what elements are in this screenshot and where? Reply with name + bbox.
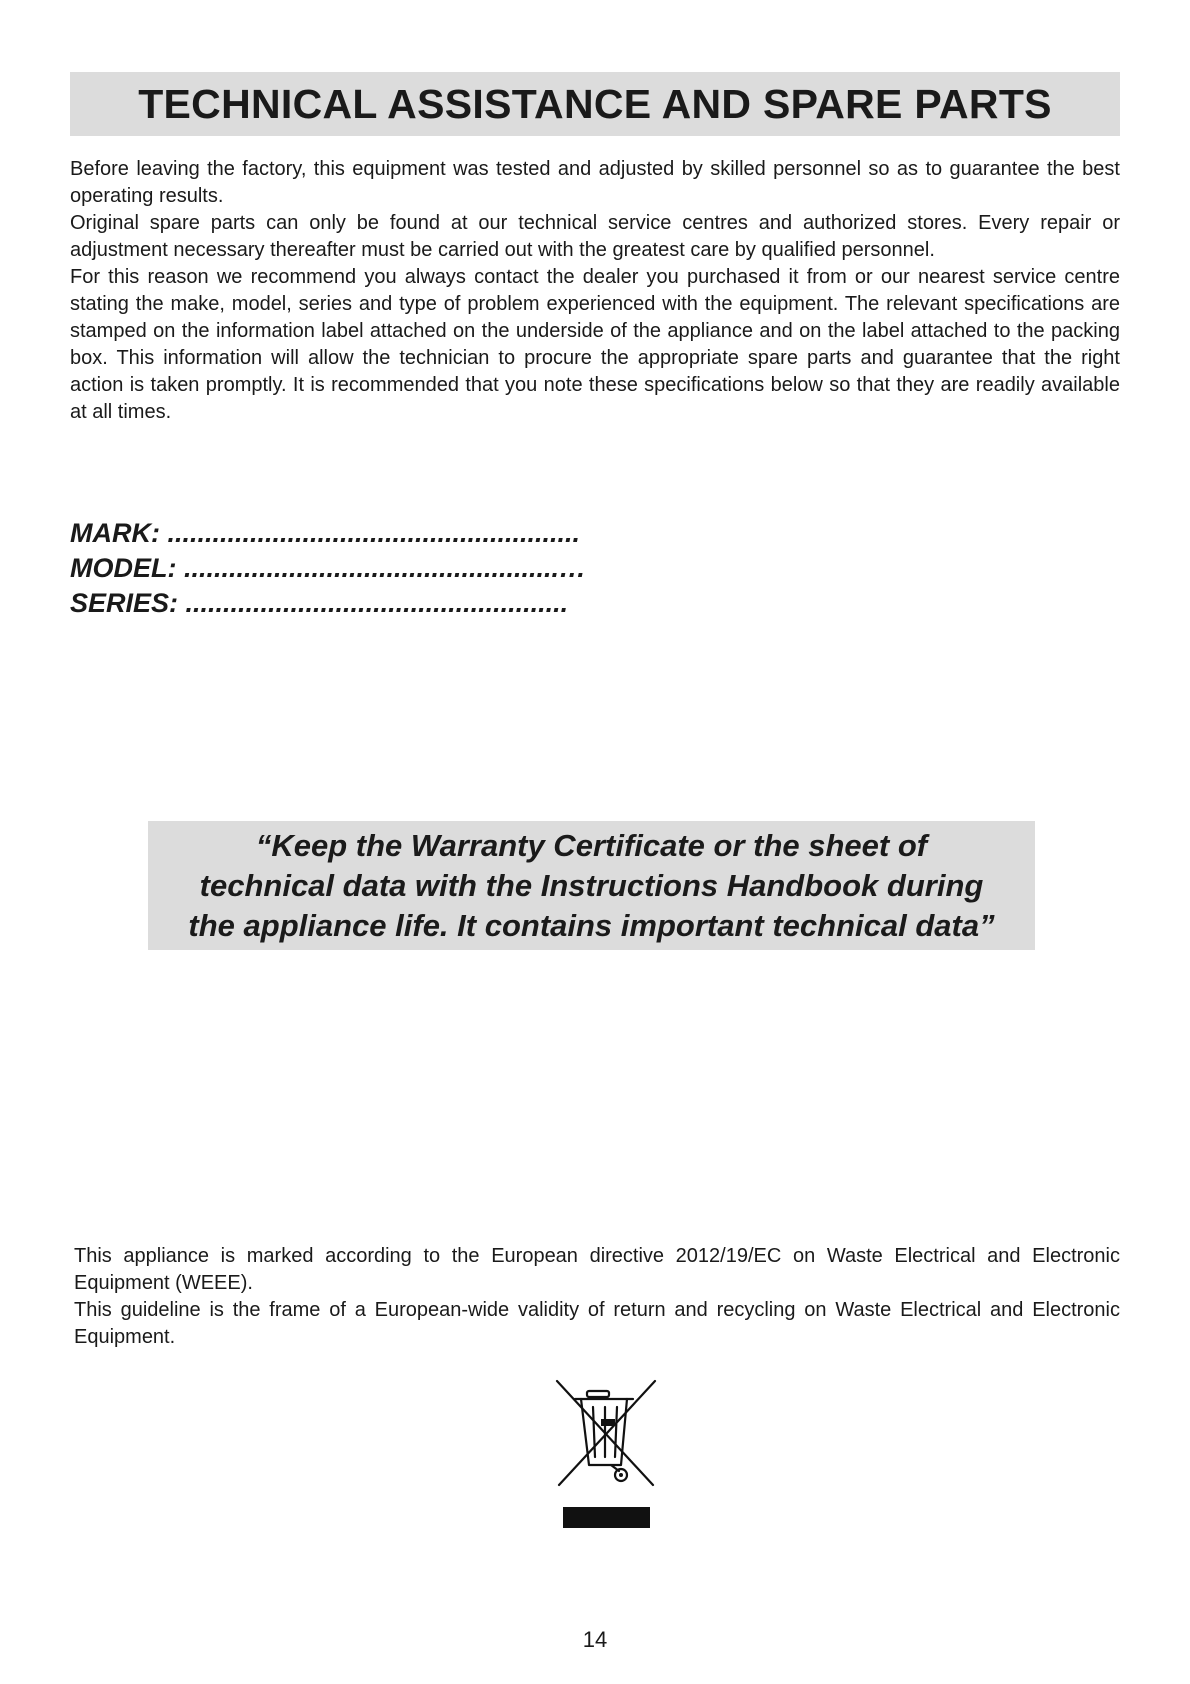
intro-paragraph: For this reason we recommend you always contact the dealer you purchased it from or our nearest service centre stating the make, model, series and type of problem experienced with the equipment. The relevant specifications are stamped on the information label attached on the underside of the appliance and on the label attached to the packing box. This information will allow the technician to procure the appropriate spare parts and guarantee that the right action is taken promptly. It is recommended that you note these specifications below so that they are readily available at all times. [70, 266, 1120, 423]
spec-fields [70, 516, 586, 621]
warranty-text [188, 826, 994, 946]
page-number: 14 [582, 1627, 608, 1652]
weee-paragraph: This appliance is marked according to the European directive 2012/19/EC on Waste Electrical and Electronic Equipment (WEEE). [74, 1245, 1120, 1294]
warranty-notice [148, 821, 1035, 950]
weee-text [74, 1243, 1120, 1351]
intro-text [70, 156, 1120, 426]
weee-paragraph: This guideline is the frame of a European-wide validity of return and recycling on Waste Electrical and Electronic Equipment. [74, 1299, 1120, 1348]
crossed-bin-icon [553, 1377, 659, 1489]
title-bar [70, 72, 1120, 136]
intro-paragraph: Original spare parts can only be found at our technical service centres and authorized stores. Every repair or adjustment necessary thereafter must be carried out with the greatest care by qualified personnel. [70, 212, 1120, 261]
mark-field: MARK: ....................................................... [70, 518, 581, 548]
series-field: SERIES: ................................................... [70, 588, 569, 618]
page-title: TECHNICAL ASSISTANCE AND SPARE PARTS [138, 80, 1052, 127]
warranty-line: technical data with the Instructions Handbook during [199, 867, 984, 903]
model-field: MODEL: ..................................................… [70, 553, 587, 583]
weee-bar [563, 1507, 650, 1528]
warranty-line: the appliance life. It contains important technical data” [188, 907, 995, 943]
intro-paragraph: Before leaving the factory, this equipment was tested and adjusted by skilled personnel so as to guarantee the best operating results. [70, 158, 1120, 207]
warranty-line: “Keep the Warranty Certificate or the sheet of [255, 827, 928, 863]
